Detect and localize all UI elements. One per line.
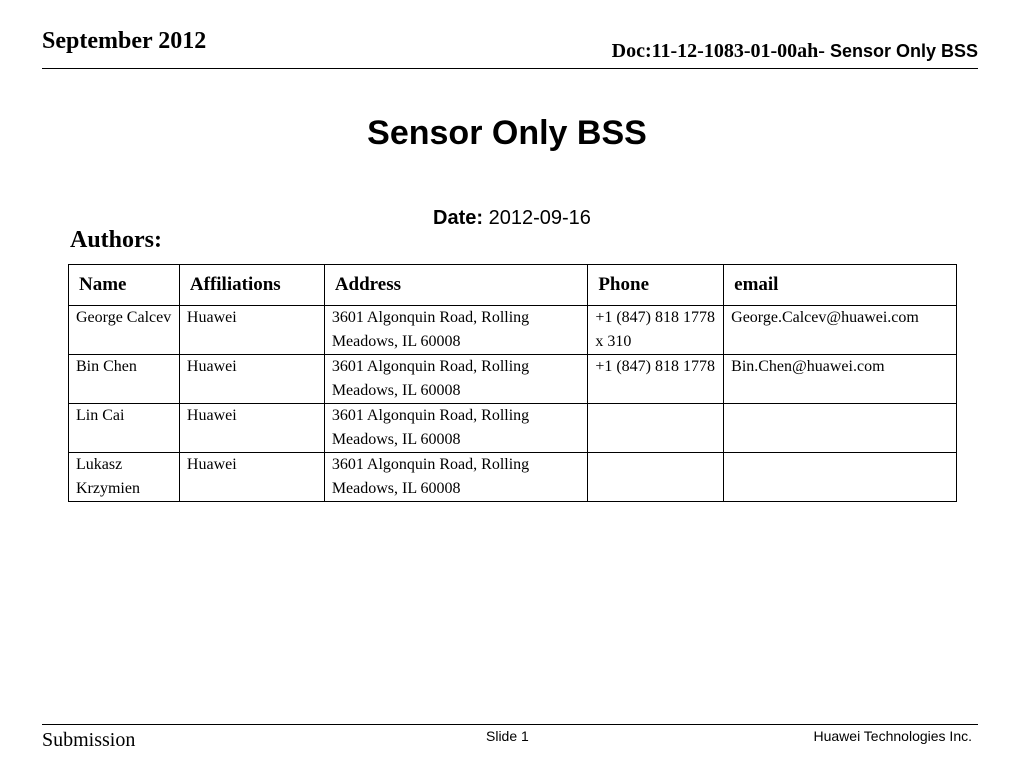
date-label: Date: [433,207,484,229]
author-email: Bin.Chen@huawei.com [724,355,957,404]
table-row [69,404,957,453]
table-header-row [69,265,957,306]
header-date: September 2012 [42,28,207,54]
author-email [724,404,957,453]
header-email: email [724,265,957,306]
header-divider [42,68,978,69]
slide-title: Sensor Only BSS [367,114,647,152]
header-phone: Phone [588,265,724,306]
author-email [724,453,957,502]
author-address: 3601 Algonquin Road, Rolling Meadows, IL 60008 [324,355,588,404]
authors-heading: Authors: [70,227,163,253]
author-affiliation: Huawei [179,453,324,502]
author-name: Lukasz Krzymien [69,453,180,502]
header-name: Name [69,265,180,306]
author-address: 3601 Algonquin Road, Rolling Meadows, IL 60008 [324,404,588,453]
footer-submission: Submission [42,729,136,751]
author-name: Lin Cai [69,404,180,453]
footer-company: Huawei Technologies Inc. [813,728,972,744]
author-email: George.Calcev@huawei.com [724,306,957,355]
author-phone: +1 (847) 818 1778 [588,355,724,404]
author-affiliation: Huawei [179,404,324,453]
footer-divider [42,724,978,725]
doc-id-number: Doc:11-12-1083-01-00ah- [611,40,825,62]
footer-slide-number: Slide 1 [486,728,529,744]
author-name: Bin Chen [69,355,180,404]
table-row [69,306,957,355]
author-affiliation: Huawei [179,355,324,404]
author-name: George Calcev [69,306,180,355]
author-phone [588,453,724,502]
author-address: 3601 Algonquin Road, Rolling Meadows, IL 60008 [324,306,588,355]
date-value: 2012-09-16 [483,207,591,229]
table-row [69,355,957,404]
author-address: 3601 Algonquin Road, Rolling Meadows, IL 60008 [324,453,588,502]
table-row [69,453,957,502]
header-address: Address [324,265,588,306]
doc-id-title: Sensor Only BSS [824,41,978,61]
author-affiliation: Huawei [179,306,324,355]
header-affiliations: Affiliations [179,265,324,306]
author-phone [588,404,724,453]
author-phone: +1 (847) 818 1778 x 310 [588,306,724,355]
authors-table [68,264,957,502]
header-doc-id [612,40,978,63]
